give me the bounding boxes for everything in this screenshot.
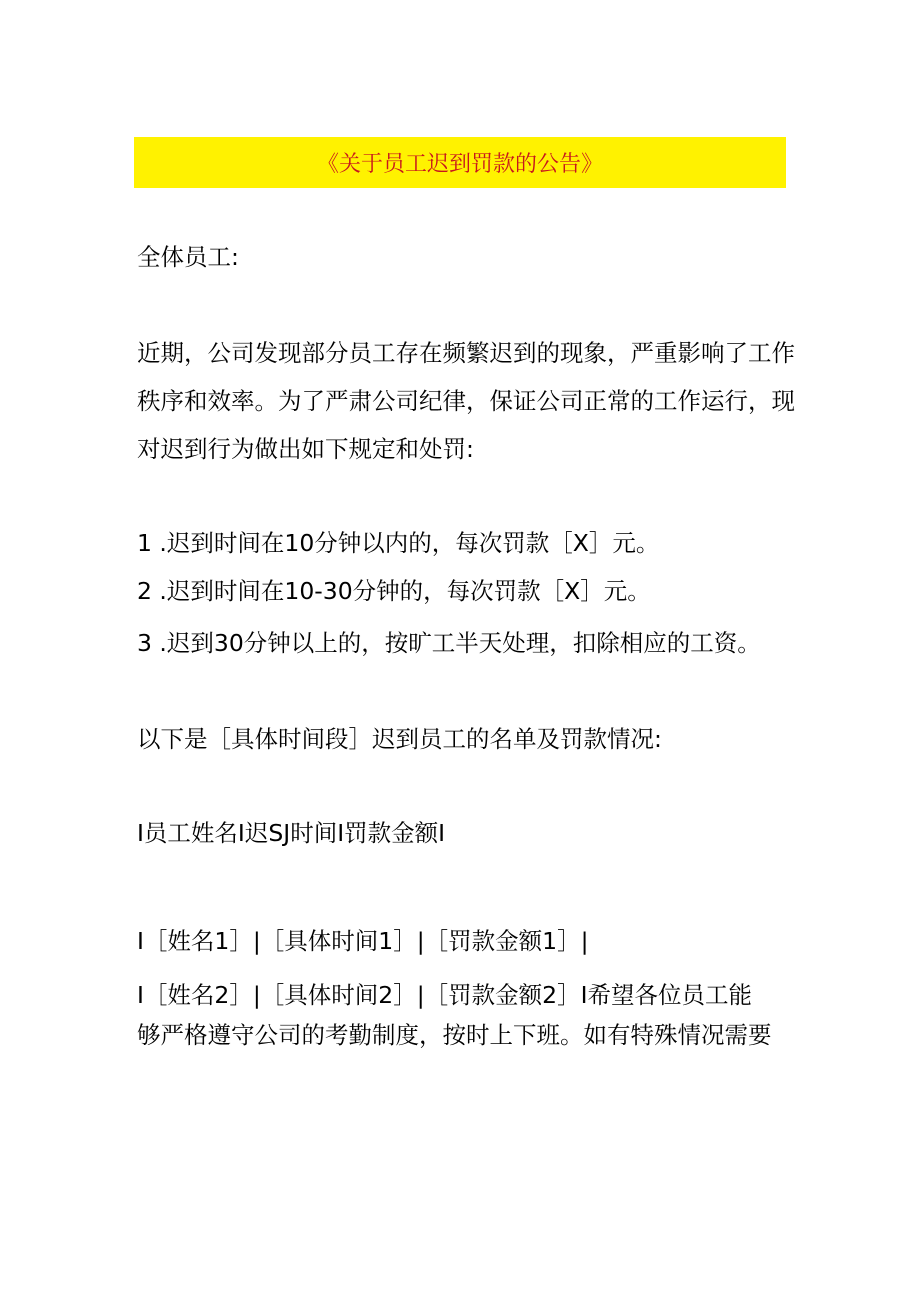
- intro-line-3: 对迟到行为做出如下规定和处罚:: [137, 435, 474, 463]
- rule-item-2: 2 .迟到时间在10-30分钟的，每次罚款［X］元。: [137, 577, 651, 605]
- closing-line: 够严格遵守公司的考勤制度，按时上下班。如有特殊情况需要: [137, 1021, 772, 1049]
- list-intro: 以下是［具体时间段］迟到员工的名单及罚款情况:: [137, 725, 662, 753]
- document-title: 《关于员工迟到罚款的公告》: [316, 152, 603, 177]
- rule-item-1: 1 .迟到时间在10分钟以内的，每次罚款［X］元。: [137, 529, 660, 557]
- table-row-1: I［姓名1］|［具体时间1］|［罚款金额1］|: [137, 927, 589, 955]
- intro-line-2: 秩序和效率。为了严肃公司纪律，保证公司正常的工作运行，现: [137, 387, 795, 415]
- intro-line-1: 近期，公司发现部分员工存在频繁迟到的现象，严重影响了工作: [137, 339, 795, 367]
- greeting: 全体员工:: [137, 243, 239, 271]
- title-banner: [134, 137, 786, 188]
- table-header: I员工姓名I迟SJ时间I罚款金额I: [137, 819, 446, 847]
- rule-item-3: 3 .迟到30分钟以上的，按旷工半天处理，扣除相应的工资。: [137, 629, 761, 657]
- table-row-2: I［姓名2］|［具体时间2］|［罚款金额2］I希望各位员工能: [137, 981, 753, 1009]
